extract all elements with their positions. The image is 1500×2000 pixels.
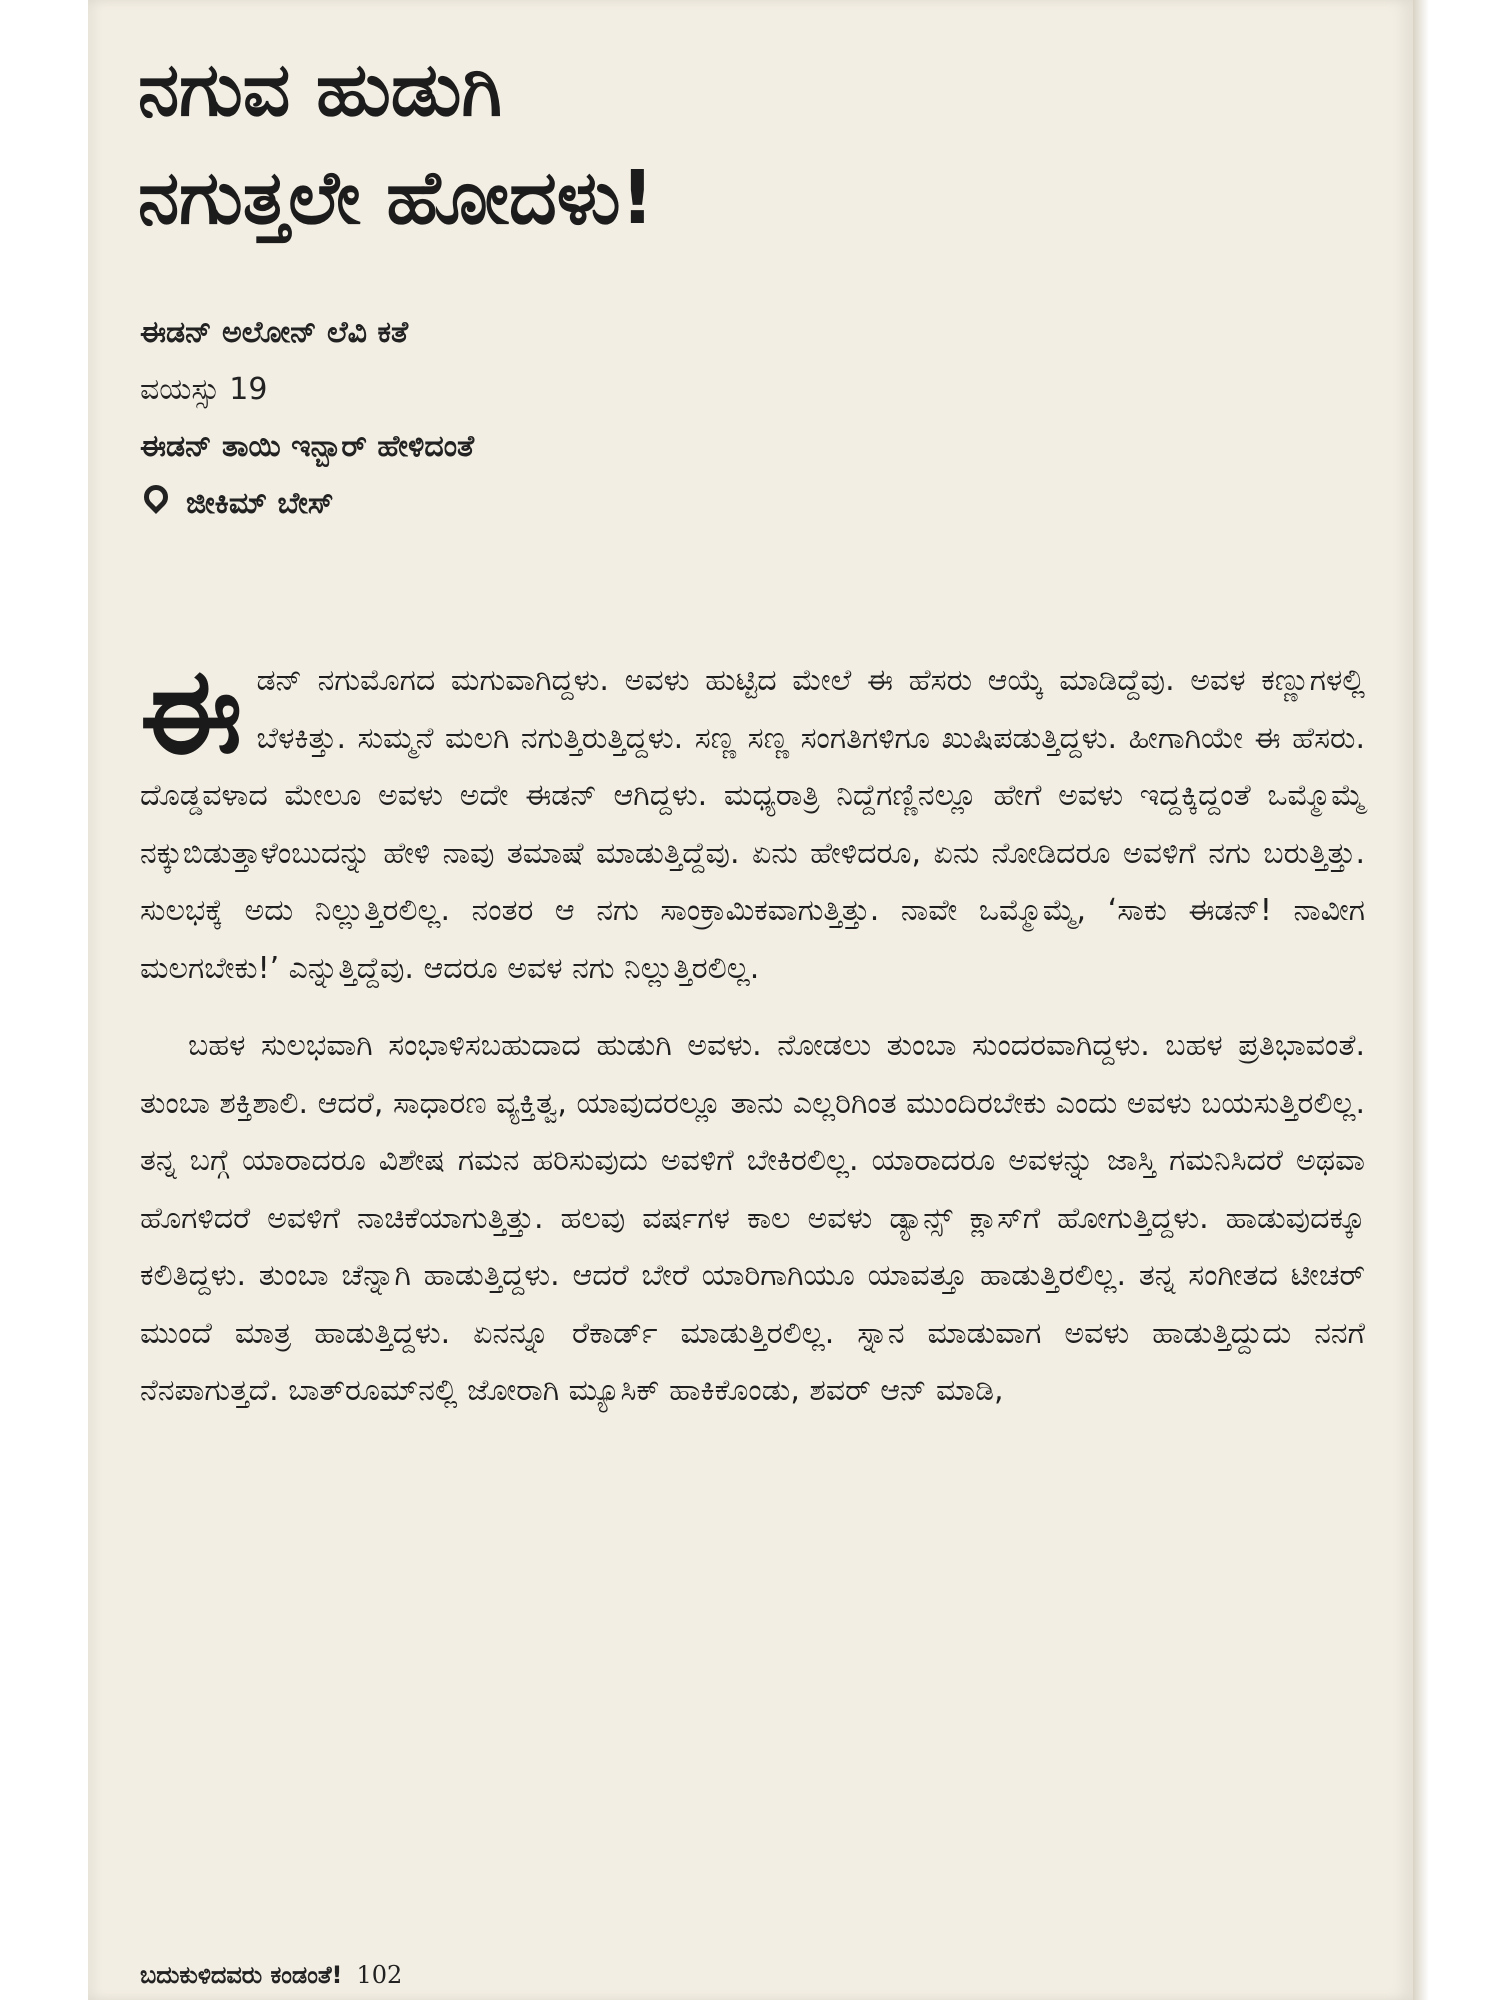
paragraph-2: ಬಹಳ ಸುಲಭವಾಗಿ ಸಂಭಾಳಿಸಬಹುದಾದ ಹುಡುಗಿ ಅವಳು. ನೋಡಲು ತುಂಬಾ ಸುಂದರವಾಗಿದ್ದಳು. ಬಹಳ ಪ್ರತಿಭಾವಂತೆ. ತುಂಬಾ ಶಕ್ತಿಶಾಲಿ. ಆದರೆ, ಸಾಧಾರಣ ವ್ಯಕ್ತಿತ್ವ, ಯಾವುದರಲ್ಲೂ ತಾನು ಎಲ್ಲರಿಗಿಂತ ಮುಂದಿರಬೇಕು ಎಂದು ಅವಳು ಬಯಸುತ್ತಿರಲಿಲ್ಲ. ತನ್ನ ಬಗ್ಗೆ ಯಾರಾದರೂ ವಿಶೇಷ ಗಮನ ಹರಿಸುವುದು ಅವಳಿಗೆ ಬೇಕಿರಲಿಲ್ಲ. ಯಾರಾದರೂ ಅವಳನ್ನು ಜಾಸ್ತಿ ಗಮನಿಸಿದರೆ ಅಥವಾ ಹೊಗಳಿದರೆ ಅವಳಿಗೆ ನಾಚಿಕೆಯಾಗುತ್ತಿತ್ತು. ಹಲವು ವರ್ಷಗಳ ಕಾಲ ಅವಳು ಡ್ಯಾನ್ಸ್ ಕ್ಲಾಸ್‌ಗೆ ಹೋಗುತ್ತಿದ್ದಳು. ಹಾಡುವುದಕ್ಕೂ ಕಲಿತಿದ್ದಳು. ತುಂಬಾ ಚೆನ್ನಾಗಿ ಹಾಡುತ್ತಿದ್ದಳು. ಆದರೆ ಬೇರೆ ಯಾರಿಗಾಗಿಯೂ ಯಾವತ್ತೂ ಹಾಡುತ್ತಿರಲಿಲ್ಲ. ತನ್ನ ಸಂಗೀತದ ಟೀಚರ್ ಮುಂದೆ ಮಾತ್ರ ಹಾಡುತ್ತಿದ್ದಳು. ಏನನ್ನೂ ರೆಕಾರ್ಡ್ ಮಾಡುತ್ತಿರಲಿಲ್ಲ. ಸ್ನಾನ ಮಾಡುವಾಗ ಅವಳು ಹಾಡುತ್ತಿದ್ದುದು ನನಗೆ ನೆನಪಾಗುತ್ತದೆ. ಬಾತ್‌ರೂಮ್‌ನಲ್ಲಿ ಜೋರಾಗಿ ಮ್ಯೂಸಿಕ್ ಹಾಕಿಕೊಂಡು, ಶವರ್ ಆನ್ ಮಾಡಿ, (140, 1028, 1365, 1408)
age-line: ವಯಸ್ಸು 19 (140, 372, 268, 407)
page-edge (1413, 0, 1429, 2000)
paragraph-1 (140, 642, 1365, 997)
paragraph-1-text: ಡನ್ ನಗುಮೊಗದ ಮಗುವಾಗಿದ್ದಳು. ಅವಳು ಹುಟ್ಟಿದ ಮೇಲೆ ಈ ಹೆಸರು ಆಯ್ಕೆ ಮಾಡಿದ್ದೆವು. ಅವಳ ಕಣ್ಣುಗಳಲ್ಲಿ ಬೆಳಕಿತ್ತು. ಸುಮ್ಮನೆ ಮಲಗಿ ನಗುತ್ತಿರುತ್ತಿದ್ದಳು. ಸಣ್ಣ ಸಣ್ಣ ಸಂಗತಿಗಳಿಗೂ ಖುಷಿಪಡುತ್ತಿದ್ದಳು. ಹೀಗಾಗಿಯೇ ಈ ಹೆಸರು. ದೊಡ್ಡವಳಾದ ಮೇಲೂ ಅವಳು ಅದೇ ಈಡನ್ ಆಗಿದ್ದಳು. ಮಧ್ಯರಾತ್ರಿ ನಿದ್ದೆಗಣ್ಣಿನಲ್ಲೂ ಹೇಗೆ ಅವಳು ಇದ್ದಕ್ಕಿದ್ದಂತೆ ಒಮ್ಮೊಮ್ಮೆ ನಕ್ಕುಬಿಡುತ್ತಾಳೆಂಬುದನ್ನು ಹೇಳಿ ನಾವು ತಮಾಷೆ ಮಾಡುತ್ತಿದ್ದೆವು. ಏನು ಹೇಳಿದರೂ, ಏನು ನೋಡಿದರೂ ಅವಳಿಗೆ ನಗು ಬರುತ್ತಿತ್ತು. ಸುಲಭಕ್ಕೆ ಅದು ನಿಲ್ಲುತ್ತಿರಲಿಲ್ಲ. ನಂತರ ಆ ನಗು ಸಾಂಕ್ರಾಮಿಕವಾಗುತ್ತಿತ್ತು. ನಾವೇ ಒಮ್ಮೊಮ್ಮೆ, ‘ಸಾಕು ಈಡನ್! ನಾವೀಗ ಮಲಗಬೇಕು!’ ಎನ್ನುತ್ತಿದ್ದೆವು. ಆದರೂ ಅವಳ ನಗು ನಿಲ್ಲುತ್ತಿರಲಿಲ್ಲ. (140, 663, 1365, 986)
running-footer-title: ಬದುಕುಳಿದವರು ಕಂಡಂತೆ! (140, 1961, 343, 1989)
narrator-line: ಈಡನ್ ತಾಯಿ ಇನ್ಬಾರ್ ಹೇಳಿದಂತೆ (140, 429, 475, 464)
chapter-title-line-2: ನಗುತ್ತಲೇ ಹೋದಳು! (138, 155, 655, 241)
chapter-title-line-1: ನಗುವ ಹುಡುಗಿ (138, 47, 502, 133)
story-body (140, 642, 1365, 1420)
chapter-title (138, 36, 1378, 252)
story-attribution: ಈಡನ್ ಅಲೋನ್ ಲೆವಿ ಕತೆ (140, 315, 409, 350)
drop-cap: ಈ (140, 642, 243, 780)
map-pin-icon (139, 480, 173, 514)
location-line (140, 475, 1340, 532)
location-text: ಜೀಕಿಮ್ ಬೇಸ್ (186, 486, 334, 521)
page-footer (140, 1960, 402, 1990)
story-meta (140, 304, 1340, 532)
page-number: 102 (356, 1961, 403, 1989)
